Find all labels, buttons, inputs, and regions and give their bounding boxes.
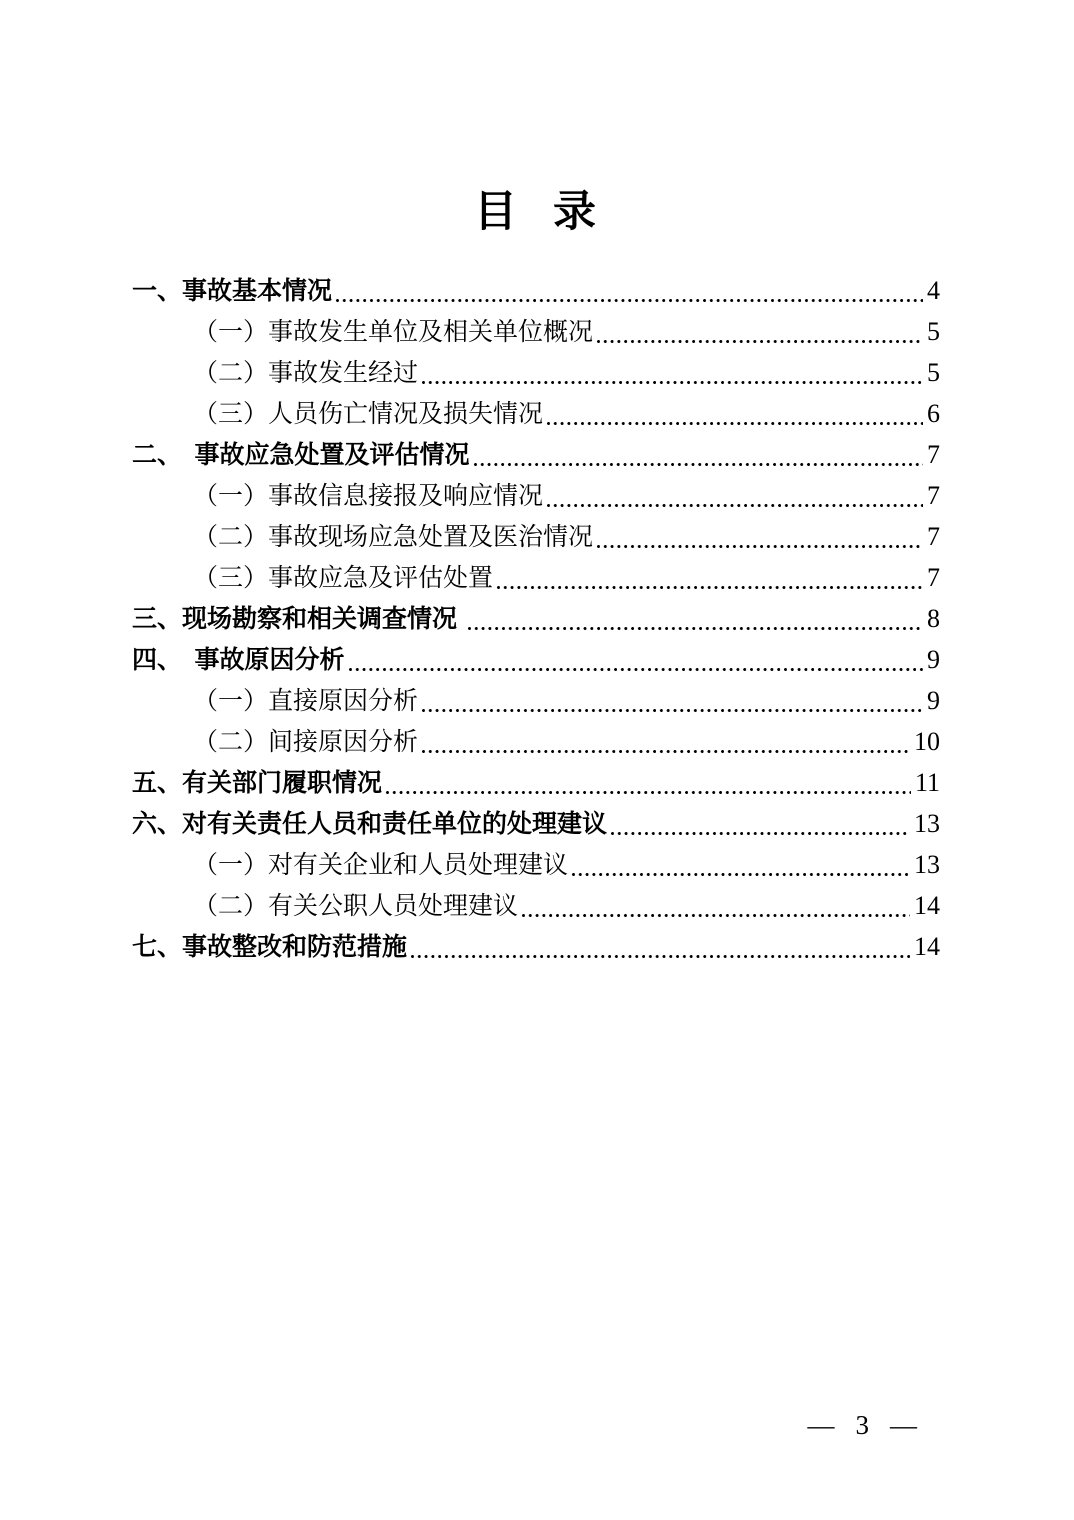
toc-entry [132, 721, 940, 762]
toc-entry [132, 270, 940, 311]
toc-entry [132, 803, 940, 844]
toc-entry-title: 五、有关部门履职情况 [132, 769, 383, 797]
toc-entry [132, 885, 940, 926]
toc-entry-page-number: 13 [914, 850, 940, 879]
toc-entry-title: （一）对有关企业和人员处理建议 [193, 852, 569, 879]
toc-dot-leader [385, 790, 911, 795]
toc-entry [132, 516, 940, 557]
toc-entry-title: 七、事故整改和防范措施 [132, 933, 408, 961]
toc-entry-title: （二）间接原因分析 [193, 729, 419, 756]
toc-dot-leader [473, 462, 923, 467]
toc-dot-leader [571, 872, 910, 877]
toc-entry-page-number: 4 [927, 276, 940, 305]
toc-entry-title: （一）事故信息接报及响应情况 [193, 483, 544, 510]
toc-entry [132, 680, 940, 721]
toc-entry-page-number: 11 [914, 768, 940, 797]
toc-entry-title: 一、事故基本情况 [132, 277, 333, 305]
footer-dash-left: — [807, 1410, 835, 1440]
toc-dot-leader [546, 421, 923, 426]
toc-entry [132, 311, 940, 352]
toc-entry [132, 844, 940, 885]
toc-entry-title: （三）事故应急及评估处置 [193, 565, 494, 592]
toc-entry-title: 四、 事故原因分析 [132, 646, 345, 674]
toc-entry-page-number: 6 [927, 399, 940, 428]
toc-entry-page-number: 7 [927, 481, 940, 510]
toc-entry-page-number: 7 [927, 522, 940, 551]
footer-dash-right: — [890, 1410, 917, 1440]
footer-page-number: 3 [855, 1410, 869, 1440]
toc-entry-page-number: 7 [927, 563, 940, 592]
toc-dot-leader [467, 626, 923, 631]
toc-entry-page-number: 13 [914, 809, 940, 838]
toc-entry [132, 762, 940, 803]
toc-dot-leader [596, 544, 923, 549]
toc-entry-page-number: 7 [927, 440, 940, 469]
toc-dot-leader [421, 380, 923, 385]
page-title: 目 录 [474, 188, 600, 236]
toc-dot-leader [410, 954, 910, 959]
toc-entry-page-number: 9 [927, 645, 940, 674]
toc-entry [132, 557, 940, 598]
toc-dot-leader [335, 298, 923, 303]
toc-dot-leader [610, 831, 910, 836]
toc-entry-page-number: 5 [927, 317, 940, 346]
toc-entry [132, 352, 940, 393]
toc-entry-title: 六、对有关责任人员和责任单位的处理建议 [132, 810, 608, 838]
toc-dot-leader [421, 708, 923, 713]
toc-entry-title: （一）直接原因分析 [193, 688, 419, 715]
toc-entry-page-number: 14 [914, 891, 940, 920]
toc-entry-title: （二）有关公职人员处理建议 [193, 893, 519, 920]
toc-entry [132, 393, 940, 434]
toc-entry-page-number: 9 [927, 686, 940, 715]
toc-entry-title: 二、 事故应急处置及评估情况 [132, 441, 470, 469]
toc-dot-leader [348, 667, 923, 672]
toc-dot-leader [596, 339, 923, 344]
toc-entry [132, 598, 940, 639]
toc-entry [132, 926, 940, 967]
toc-entry-title: 三、现场勘察和相关调查情况 [132, 605, 464, 633]
toc-entry-page-number: 5 [927, 358, 940, 387]
toc-entry [132, 639, 940, 680]
page-footer [808, 1410, 918, 1441]
toc-entry-page-number: 8 [927, 604, 940, 633]
toc-entry-title: （二）事故现场应急处置及医治情况 [193, 524, 594, 551]
toc-entry [132, 475, 940, 516]
toc-dot-leader [521, 913, 910, 918]
toc-dot-leader [421, 749, 910, 754]
toc-entry-page-number: 10 [914, 727, 940, 756]
toc-dot-leader [496, 585, 923, 590]
toc-entry-page-number: 14 [914, 932, 940, 961]
toc-dot-leader [546, 503, 923, 508]
toc-entry-title: （三）人员伤亡情况及损失情况 [193, 401, 544, 428]
toc-entry [132, 434, 940, 475]
toc-entry-title: （一）事故发生单位及相关单位概况 [193, 319, 594, 346]
toc-list [132, 270, 940, 967]
toc-entry-title: （二）事故发生经过 [193, 360, 419, 387]
